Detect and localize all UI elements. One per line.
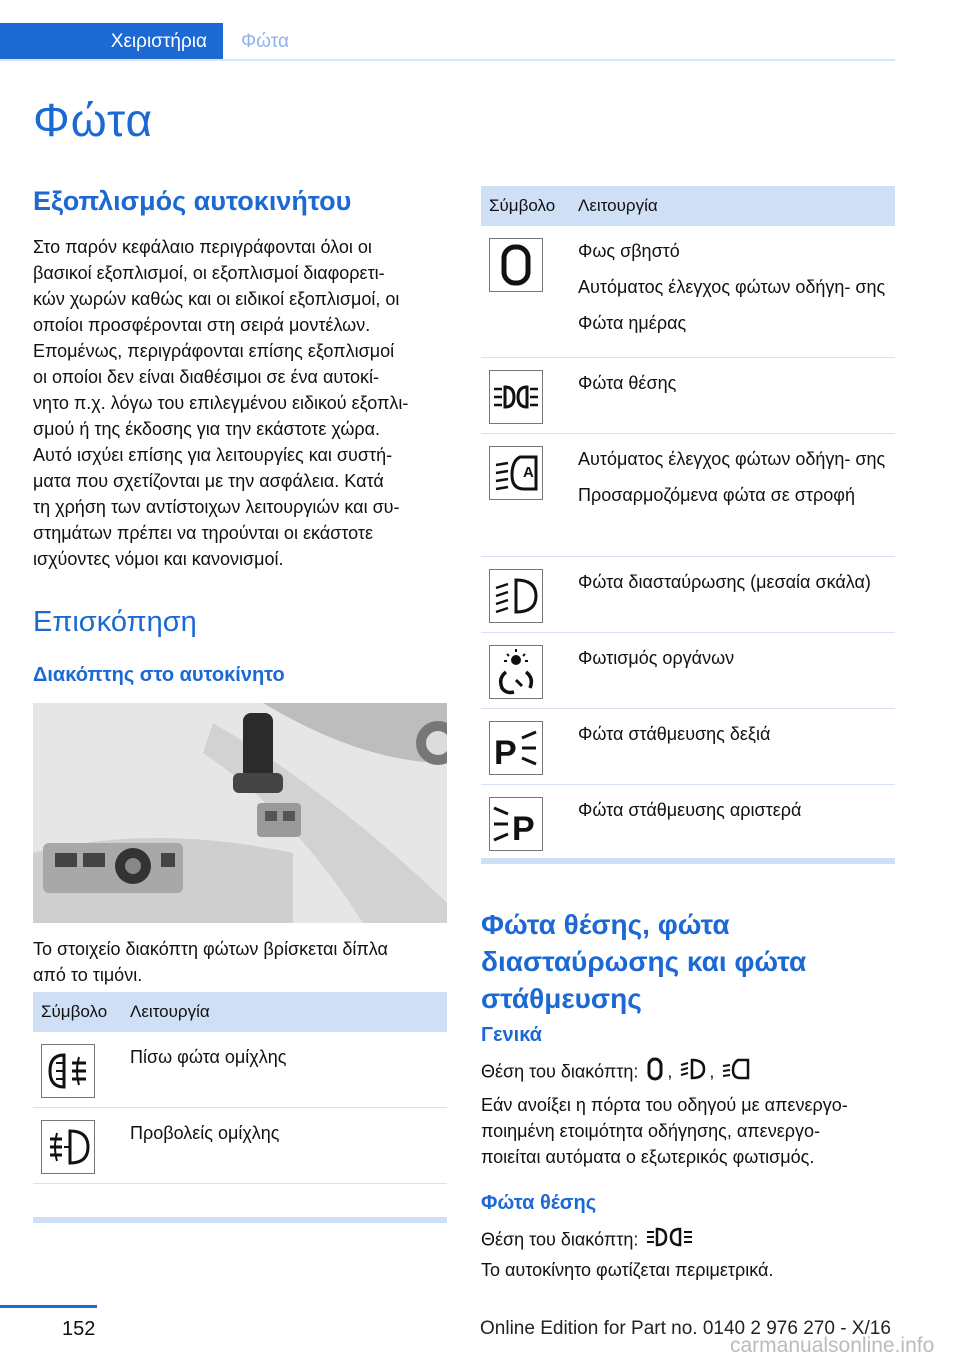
parking-switch-position: Θέση του διακόπτη: [481, 1225, 897, 1256]
column-function: Λειτουργία [130, 1002, 210, 1021]
table-row [481, 633, 895, 709]
header-divider [0, 59, 895, 61]
general-body-text: Εάν ανοίξει η πόρτα του οδηγού με απενεργο‐ ποιημένη ετοιμότητα οδήγησης, απενεργο‐ ποιείται αυτόματα ο εξωτερικός φωτισμός. [481, 1095, 848, 1167]
low-beam-icon [489, 569, 543, 623]
function-cell: Φως σβηστό Αυτόματος έλεγχος φώτων οδήγη‐ σης Φώτα ημέρας [578, 241, 886, 333]
low-beam-icon [680, 1057, 706, 1088]
page-number: 152 [62, 1318, 96, 1340]
switch-in-car-subtitle: Διακόπτης στο αυτοκίνητο [33, 664, 285, 686]
table-header [33, 992, 447, 1032]
parking-lights-icon [646, 1225, 696, 1256]
page-title: Φώτα [33, 94, 154, 146]
zero-position-icon [646, 1057, 664, 1088]
section-lights-title: Φώτα θέσης, φώτα διασταύρωσης και φώτα στάθμευσης [481, 909, 807, 1014]
footer-rule [0, 1305, 97, 1308]
section-vehicle-equipment-title: Εξοπλισμός αυτοκινήτου [33, 186, 352, 216]
function-cell: Φώτα θέσης [578, 373, 677, 393]
svg-text:A: A [523, 464, 534, 481]
rear-fog-light-icon [41, 1044, 95, 1098]
vehicle-equipment-text: Στο παρόν κεφάλαιο περιγράφονται όλοι οι βασικοί εξοπλισμοί, οι εξοπλισμοί διαφορετι‐ κών χωρών καθώς και οι ειδικοί εξοπλισμοί, οι οποίοι προσφέρονται στη σειρά μοντέλων. Επομένως, περιγράφονται επίσης εξοπλισμοί οι οποίοι δεν είναι διαθέσιμοι σε ένα αυτοκί‐ νητο π.χ. λόγω του επιλεγμένου ειδικού εξοπλι‐ σμού ή της έκδοσης για την εκάστοτε χώρα. Αυτό ισχύει επίσης για λειτουργίες και συστή‐ ματα που σχετίζονται με την ασφάλεια. Κατά τη χρήση των αντίστοιχων λειτουργιών και συ‐ στημάτων πρέπει να τηρούνται οι εκάστοτε ισχύοντες νόμοι και κανονισμοί. [33, 237, 409, 569]
general-subtitle: Γενικά [481, 1024, 542, 1046]
table-row [33, 1032, 447, 1108]
function-cell: Προβολείς ομίχλης [130, 1123, 280, 1143]
column-function: Λειτουργία [578, 196, 658, 215]
table-bottom-rule [33, 1217, 447, 1223]
light-switch-table [481, 186, 895, 864]
switch-location-caption: Το στοιχείο διακόπτη φώτων βρίσκεται δίπλα από το τιμόνι. [33, 939, 388, 985]
table-row [481, 557, 895, 633]
function-cell: Φώτα στάθμευσης αριστερά [578, 800, 802, 820]
parking-lights-subtitle: Φώτα θέσης [481, 1192, 597, 1214]
front-fog-light-icon [41, 1120, 95, 1174]
parking-lights-icon [489, 370, 543, 424]
column-symbol: Σύμβολο [41, 1002, 108, 1021]
table-row [481, 434, 895, 557]
table-row [33, 1108, 447, 1184]
function-cell: Φώτα στάθμευσης δεξιά [578, 724, 771, 744]
fog-lights-table [33, 992, 447, 1223]
function-cell: Φωτισμός οργάνων [578, 648, 735, 668]
tab-controls[interactable]: Χειριστήρια [0, 23, 223, 61]
table-row [481, 709, 895, 785]
car-interior-illustration [33, 703, 447, 923]
edition-note: Online Edition for Part no. 0140 2 976 270 - X/16 [480, 1318, 891, 1339]
instrument-lighting-icon [489, 645, 543, 699]
table-row [481, 358, 895, 434]
table-header [481, 186, 895, 226]
auto-headlight-icon [722, 1057, 750, 1088]
table-row [481, 226, 895, 358]
svg-text:P: P [512, 810, 535, 848]
watermark: carmanualsonline.info [730, 1334, 935, 1357]
function-cell: Αυτόματος έλεγχος φώτων οδήγη‐ σης Προσαρμοζόμενα φώτα σε στροφή [578, 449, 886, 505]
svg-text:P: P [494, 734, 517, 772]
column-symbol: Σύμβολο [489, 196, 556, 215]
function-cell: Φώτα διασταύρωσης (μεσαία σκάλα) [578, 572, 871, 592]
general-switch-position: Θέση του διακόπτη: , , [481, 1057, 897, 1088]
tab-lights[interactable]: Φώτα [241, 31, 289, 52]
table-row [481, 785, 895, 860]
parking-light-left-icon [489, 797, 543, 851]
parking-light-right-icon [489, 721, 543, 775]
light-switch-photo [33, 703, 447, 923]
parking-body-text: Το αυτοκίνητο φωτίζεται περιμετρικά. [481, 1260, 774, 1280]
section-overview-title: Επισκόπηση [33, 606, 197, 638]
function-cell: Πίσω φώτα ομίχλης [130, 1047, 287, 1067]
zero-position-icon [489, 238, 543, 292]
auto-headlight-icon [489, 446, 543, 500]
